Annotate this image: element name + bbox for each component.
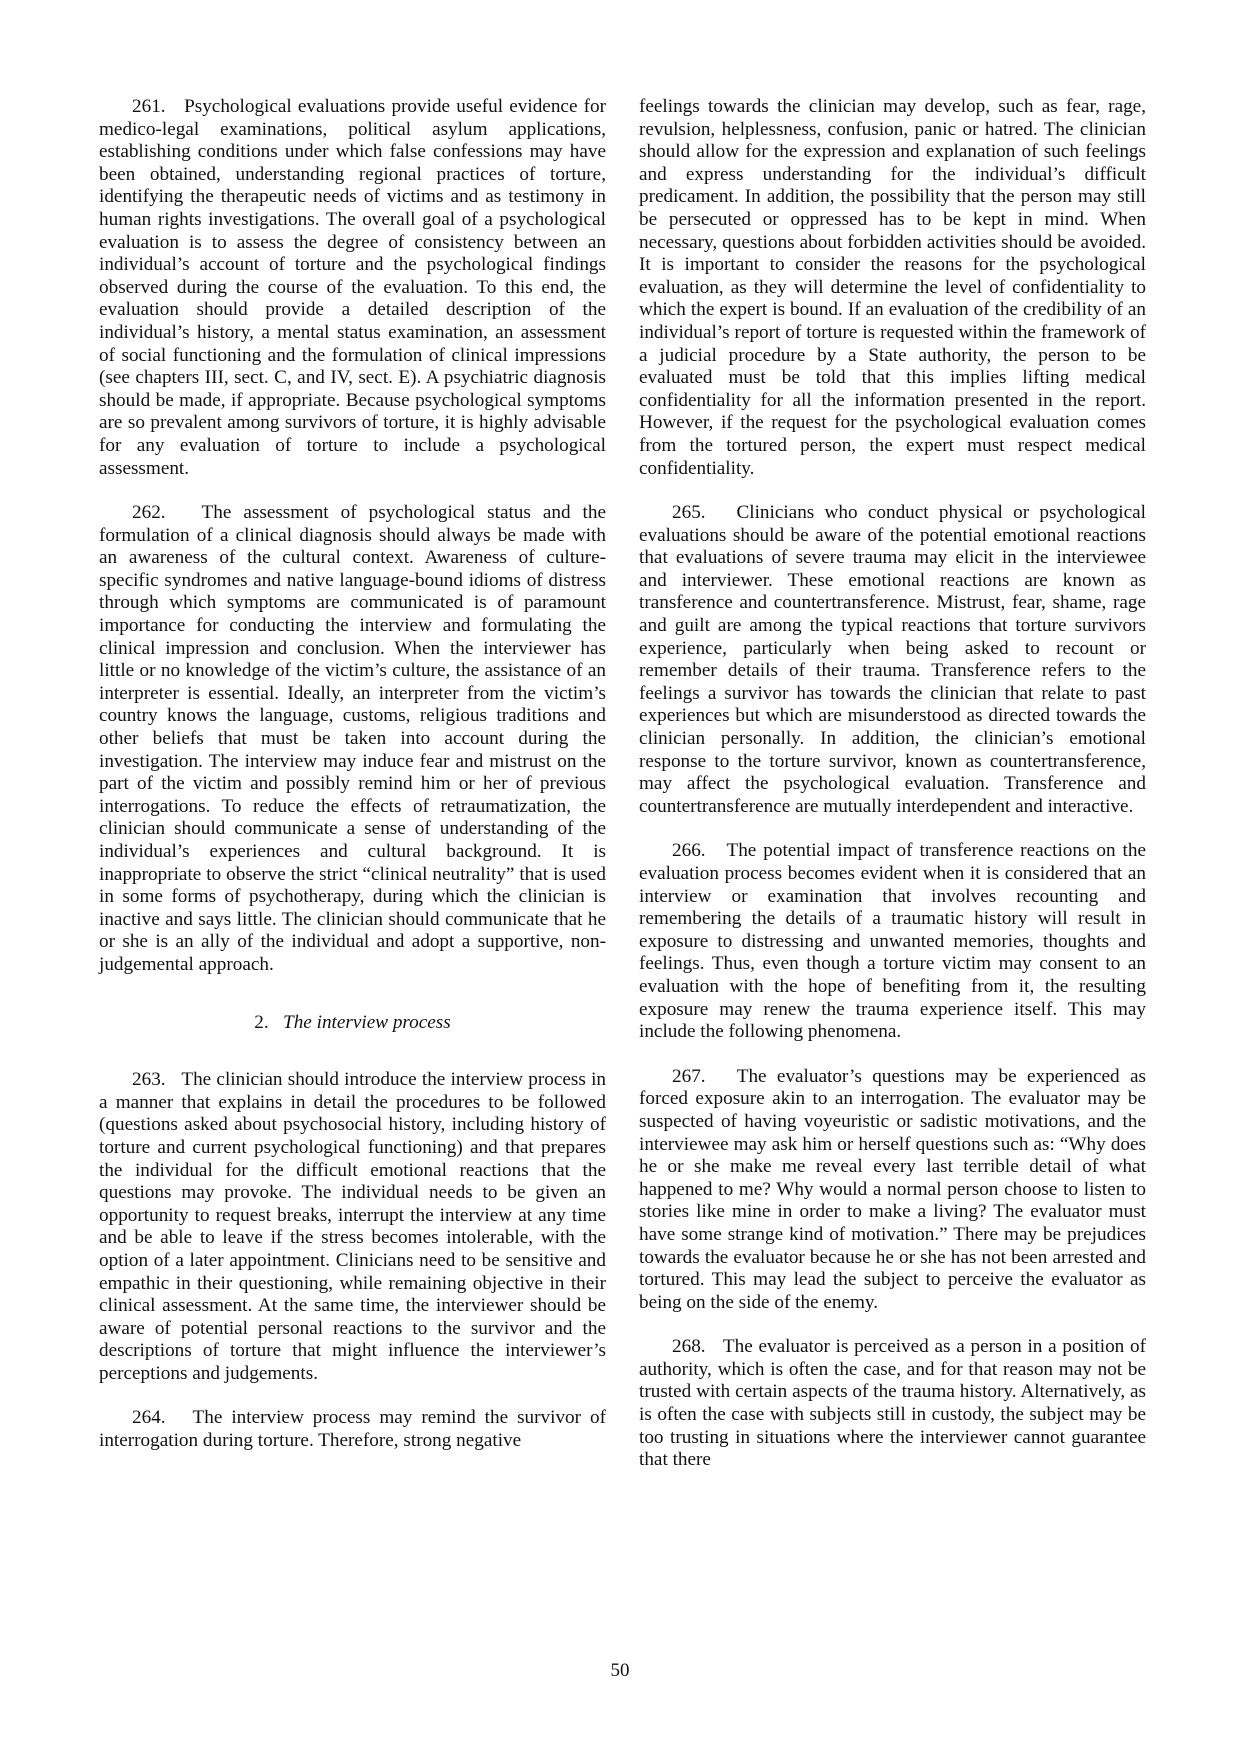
paragraph-number: 264. <box>132 1407 166 1429</box>
paragraph-text: Clinicians who conduct physical or psychological evaluations should be aware of the potential emotional reactions that evaluations of severe trauma may elicit in the interviewee and interviewer. These emotional reactions are known as transference and countertransference. Mistrust, fear, shame, rage and guilt are among the typical reactions that torture survivors experience, particularly when being asked to recount or remember details of their trauma. Transference refers to the feelings a survivor has towards the clinician that relate to past experiences but which are misunderstood as directed towards the clinician personally. In addition, the clinician’s emotional response to the torture survivor, known as countertransference, may affect the psychological evaluation. Transference and countertransference are mutually interdependent and interactive. <box>639 502 1146 817</box>
paragraph-262 <box>99 502 606 976</box>
paragraph-text: feelings towards the clinician may develop, such as fear, rage, revulsion, helplessness, confusion, panic or hatred. The clinician should allow for the expression and explanation of such feelings and express understanding for the individual’s difficult predicament. In addition, the possibility that the person may still be persecuted or oppressed has to be kept in mind. When necessary, questions about forbidden activities should be avoided. It is important to consider the reasons for the psychological evaluation, as they will determine the level of confidentiality to which the expert is bound. If an evaluation of the credibility of an individual’s report of torture is requested within the framework of a judicial procedure by a State authority, the person to be evaluated must be told that this implies lifting medical confidentiality for all the information presented in the report. However, if the request for the psychological evaluation comes from the tortured person, the expert must respect medical confidentiality. <box>639 96 1146 479</box>
paragraph-268 <box>639 1336 1146 1472</box>
paragraph-number: 262. <box>132 502 166 524</box>
paragraph-text: The evaluator is perceived as a person in a position of authority, which is often the case, and for that reason may not be trusted with certain aspects of the trauma history. Alternatively, as is often the case with subjects still in custody, the subject may be too trusting in situations where the interviewer cannot guarantee that there <box>639 1336 1146 1471</box>
right-column <box>639 96 1146 1472</box>
section-heading <box>99 1012 606 1035</box>
paragraph-263 <box>99 1069 606 1385</box>
paragraph-text: The interview process may remind the survivor of interrogation during torture. Therefore, strong negative <box>99 1407 607 1452</box>
paragraph-text: The evaluator’s questions may be experienced as forced exposure akin to an interrogation. The evaluator may be suspected of having voyeuristic or sadistic motivations, and the interviewee may ask him or herself questions such as: “Why does he or she make me reveal every last terrible detail of what happened to me? Why would a normal person choose to listen to stories like mine in order to make a living? The evaluator must have some strange kind of motivation.” There may be prejudices towards the evaluator because he or she has not been arrested and tortured. This may lead the subject to perceive the evaluator as being on the side of the enemy. <box>639 1065 1147 1313</box>
left-column <box>99 96 606 1453</box>
paragraph-text: Psychological evaluations provide useful evidence for medico-legal examinations, political asylum applications, establishing conditions under which false confessions may have been obtained, understanding regional practices of torture, identifying the therapeutic needs of victims and as testimony in human rights investigations. The overall goal of a psychological evaluation is to assess the degree of consistency between an individual’s account of torture and the psychological findings observed during the course of the evaluation. To this end, the evaluation should provide a detailed description of the individual’s history, a mental status examination, an assessment of social functioning and the formulation of clinical impressions (see chapters III, sect. C, and IV, sect. E). A psychiatric diagnosis should be made, if appropriate. Because psychological symptoms are so prevalent among survivors of torture, it is highly advisable for any evaluation of torture to include a psychological assessment. <box>99 96 606 479</box>
paragraph-text: The assessment of psychological status and the formulation of a clinical diagnosis should always be made with an awareness of the cultural context. Awareness of culture-specific syndromes and native language-bound idioms of distress through which symptoms are communicated is of paramount importance for conducting the interview and formulating the clinical impression and conclusion. When the interviewer has little or no knowledge of the victim’s culture, the assistance of an interpreter is essential. Ideally, an interpreter from the victim’s country knows the language, customs, religious traditions and other beliefs that must be taken into account during the investigation. The interview may induce fear and mistrust on the part of the victim and possibly remind him or her of previous interrogations. To reduce the effects of retraumatization, the clinician should communicate a sense of understanding of the individual’s experiences and cultural background. It is inappropriate to observe the strict “clinical neutrality” that is used in some forms of psychotherapy, during which the clinician is inactive and says little. The clinician should communicate that he or she is an ally of the individual and adopt a supportive, non-judgemental approach. <box>99 502 606 975</box>
paragraph-264-continued <box>639 96 1146 480</box>
section-title: The interview process <box>283 1011 451 1033</box>
paragraph-text: The potential impact of transference reactions on the evaluation process becomes evident when it is considered that an interview or examination that involves recounting and remembering the details of a traumatic history will result in exposure to distressing and unwanted memories, thoughts and feelings. Thus, even though a torture victim may consent to an evaluation with the hope of benefiting from it, the resulting exposure may renew the trauma experience itself. This may include the following phenomena. <box>639 840 1146 1043</box>
paragraph-number: 265. <box>672 502 706 524</box>
paragraph-number: 266. <box>672 840 706 862</box>
section-number: 2. <box>254 1011 269 1033</box>
paragraph-number: 261. <box>132 96 166 117</box>
paragraph-264 <box>99 1407 606 1452</box>
paragraph-number: 268. <box>672 1336 706 1358</box>
paragraph-265 <box>639 502 1146 818</box>
paragraph-number: 263. <box>132 1069 166 1091</box>
paragraph-text: The clinician should introduce the interview process in a manner that explains in detail the procedures to be followed (questions asked about psychosocial history, including history of torture and current psychological functioning) and that prepares the individual for the difficult emotional reactions that the questions may provoke. The individual needs to be given an opportunity to request breaks, interrupt the interview at any time and be able to leave if the stress becomes intolerable, with the option of a later appointment. Clinicians need to be sensitive and empathic in their questioning, while remaining objective in their clinical assessment. At the same time, the interviewer should be aware of potential personal reactions to the survivor and the descriptions of torture that might influence the interviewer’s perceptions and judgements. <box>99 1069 606 1384</box>
paragraph-267 <box>639 1066 1146 1315</box>
paragraph-number: 267. <box>672 1065 706 1087</box>
paragraph-266 <box>639 840 1146 1043</box>
page-number: 50 <box>610 1660 630 1681</box>
paragraph-261 <box>99 96 606 480</box>
